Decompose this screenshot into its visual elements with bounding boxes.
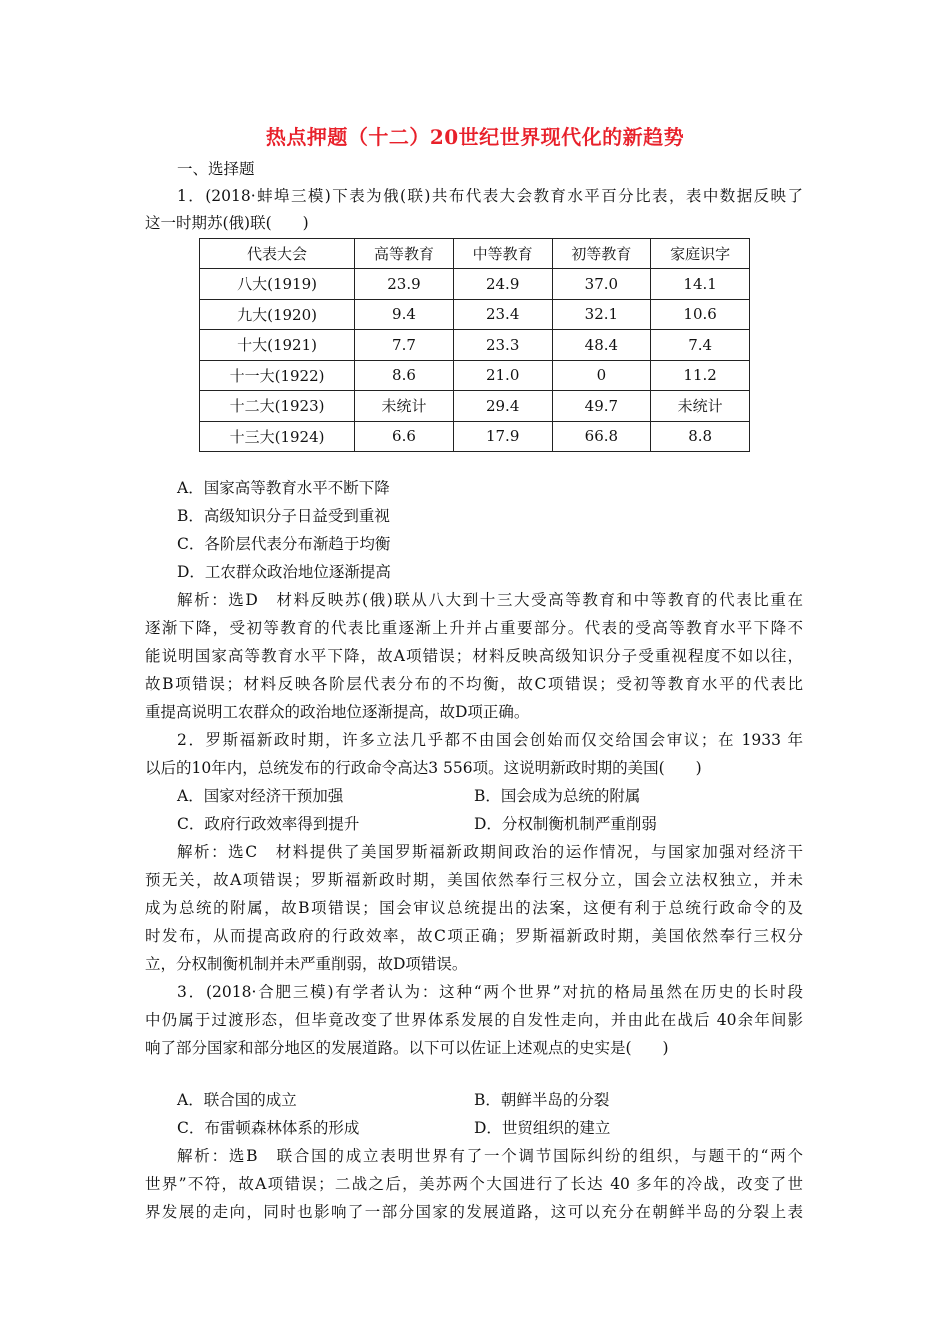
table-row [200,391,750,422]
table-row [200,360,750,391]
section-heading: 一、选择题 [177,160,255,178]
table-cell: 49.7 [552,391,651,422]
q3-stem-line: 中仍属于过渡形态，但毕竟改变了世界体系发展的自发性走向，并由此在战后 40余年间影 [145,1011,803,1029]
q1-analysis-line: 解析：选D 材料反映苏(俄)联从八大到十三大受高等教育和中等教育的代表比重在 [177,591,803,609]
table-cell: 48.4 [552,330,651,361]
q2-analysis-line: 成为总统的附属，故B项错误；国会审议总统提出的法案，这便有利于总统行政命令的及 [145,899,803,917]
q3-option-d: D．世贸组织的建立 [474,1119,611,1137]
table-cell: 未统计 [355,391,454,422]
q3-option-b: B．朝鲜半岛的分裂 [474,1091,610,1109]
table-header: 家庭识字 [651,239,750,269]
q3-stem-line: 3．(2018·合肥三模)有学者认为：这种“两个世界”对抗的格局虽然在历史的长时段 [177,983,803,1001]
table-cell: 66.8 [552,421,651,452]
table-row [200,299,750,330]
table-cell: 23.4 [453,299,552,330]
q1-analysis-line: 重提高说明工农群众的政治地位逐渐提高，故D项正确。 [145,703,530,721]
table-cell: 十一大(1922) [200,360,355,391]
table-header-row [200,239,750,269]
table-cell: 九大(1920) [200,299,355,330]
education-table [199,238,750,452]
table-header: 代表大会 [200,239,355,269]
q2-option-c: C．政府行政效率得到提升 [177,815,360,833]
table-row [200,269,750,300]
table-cell: 7.7 [355,330,454,361]
q1-option-b: B．高级知识分子日益受到重视 [177,507,390,525]
q1-option-d: D．工农群众政治地位逐渐提高 [177,563,391,581]
table-cell: 23.3 [453,330,552,361]
table-cell: 8.6 [355,360,454,391]
q1-stem-line-2: 这一时期苏(俄)联( ) [145,214,309,232]
q2-analysis-line: 解析：选C 材料提供了美国罗斯福新政期间政治的运作情况，与国家加强对经济干 [177,843,803,861]
table-cell: 十三大(1924) [200,421,355,452]
table-cell: 21.0 [453,360,552,391]
table-header: 中等教育 [453,239,552,269]
q3-stem-line: 响了部分国家和部分地区的发展道路。以下可以佐证上述观点的史实是( ) [145,1039,669,1057]
q1-analysis-line: 逐渐下降，受初等教育的代表比重逐渐上升并占重要部分。代表的受高等教育水平下降不 [145,619,803,637]
table-cell: 十二大(1923) [200,391,355,422]
table-cell: 8.8 [651,421,750,452]
page-title: 热点押题（十二）20世纪世界现代化的新趋势 [265,125,685,149]
q2-stem-line: 2．罗斯福新政时期，许多立法几乎都不由国会创始而仅交给国会审议；在 1933 年 [177,731,803,749]
q2-option-d: D．分权制衡机制严重削弱 [474,815,657,833]
table-cell: 17.9 [453,421,552,452]
table-cell: 八大(1919) [200,269,355,300]
table-cell: 11.2 [651,360,750,391]
table-cell: 24.9 [453,269,552,300]
q2-option-a: A．国家对经济干预加强 [177,787,344,805]
q3-analysis-line: 解析：选B 联合国的成立表明世界有了一个调节国际纠纷的组织，与题干的“两个 [177,1147,803,1165]
table-header: 高等教育 [355,239,454,269]
q1-option-c: C．各阶层代表分布渐趋于均衡 [177,535,391,553]
table-cell: 29.4 [453,391,552,422]
table-cell: 32.1 [552,299,651,330]
q2-option-b: B．国会成为总统的附属 [474,787,641,805]
q2-analysis-line: 预无关，故A项错误；罗斯福新政时期，美国依然奉行三权分立，国会立法权独立，并未 [145,871,803,889]
q3-option-a: A．联合国的成立 [177,1091,297,1109]
table-cell: 14.1 [651,269,750,300]
table-cell: 9.4 [355,299,454,330]
q2-analysis-line: 立，分权制衡机制并未严重削弱，故D项错误。 [145,955,468,973]
q1-stem-line-1: 1．(2018·蚌埠三模)下表为俄(联)共布代表大会教育水平百分比表，表中数据反映了 [177,187,803,205]
q3-analysis-line: 世界”不符，故A项错误；二战之后，美苏两个大国进行了长达 40 多年的冷战，改变了世 [145,1175,803,1193]
table-cell: 未统计 [651,391,750,422]
table-header: 初等教育 [552,239,651,269]
table-cell: 23.9 [355,269,454,300]
table-cell: 6.6 [355,421,454,452]
q2-stem-line: 以后的10年内，总统发布的行政命令高达3 556项。这说明新政时期的美国( ) [145,759,702,777]
q2-analysis-line: 时发布，从而提高政府的行政效率，故C项正确；罗斯福新政时期，美国依然奉行三权分 [145,927,803,945]
table-cell: 0 [552,360,651,391]
q1-analysis-line: 故B项错误；材料反映各阶层代表分布的不均衡，故C项错误；受初等教育水平的代表比 [145,675,803,693]
q1-analysis-line: 能说明国家高等教育水平下降，故A项错误；材料反映高级知识分子受重视程度不如以往， [145,647,803,665]
table-row [200,421,750,452]
table-cell: 7.4 [651,330,750,361]
q3-option-c: C．布雷顿森林体系的形成 [177,1119,360,1137]
q1-option-a: A．国家高等教育水平不断下降 [177,479,390,497]
q3-analysis-line: 界发展的走向，同时也影响了一部分国家的发展道路，这可以充分在朝鲜半岛的分裂上表 [145,1203,803,1221]
table-cell: 10.6 [651,299,750,330]
table-cell: 37.0 [552,269,651,300]
table-row [200,330,750,361]
table-cell: 十大(1921) [200,330,355,361]
